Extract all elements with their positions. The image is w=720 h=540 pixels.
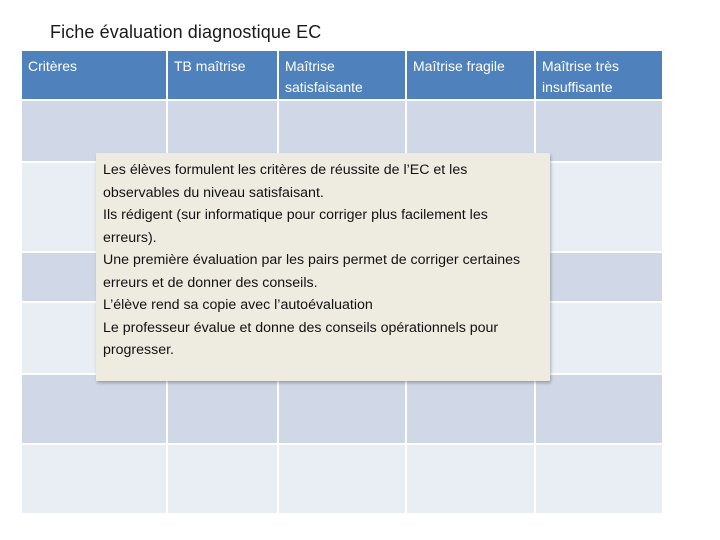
table-cell	[535, 252, 663, 302]
note-line: Ils rédigent (sur informatique pour corriger plus facilement les erreurs).	[103, 207, 488, 246]
table-cell	[535, 374, 663, 444]
header-maitrise-fragile: Maîtrise fragile	[406, 50, 535, 100]
table-cell	[406, 444, 535, 514]
page-title: Fiche évaluation diagnostique EC	[50, 22, 322, 42]
header-criteres: Critères	[21, 50, 167, 100]
table-cell	[167, 374, 278, 444]
table-row	[21, 374, 663, 444]
note-line: Une première évaluation par les pairs permet de corriger certaines erreurs et de donner des conseils.	[103, 252, 521, 291]
header-maitrise-satisfaisante: Maîtrise satisfaisante	[278, 50, 406, 100]
table-cell	[535, 444, 663, 514]
header-tb-maitrise: TB maîtrise	[167, 50, 278, 100]
note-line: Les élèves formulent les critères de réussite de l’EC et les observables du niveau satisfaisant.	[103, 162, 468, 201]
table-cell	[535, 100, 663, 162]
table-cell	[21, 444, 167, 514]
table-cell	[535, 302, 663, 374]
table-cell	[535, 162, 663, 252]
table-cell	[406, 374, 535, 444]
table-cell	[21, 374, 167, 444]
table-cell	[278, 374, 406, 444]
header-maitrise-tres-insuffisante: Maîtrise très insuffisante	[535, 50, 663, 100]
note-line: L’élève rend sa copie avec l’autoévaluation	[103, 297, 373, 313]
note-line: Le professeur évalue et donne des conseils opérationnels pour progresser.	[103, 319, 499, 358]
instructions-note	[96, 153, 550, 381]
table-cell	[278, 444, 406, 514]
table-row	[21, 444, 663, 514]
table-cell	[167, 444, 278, 514]
table-header-row	[21, 50, 663, 100]
